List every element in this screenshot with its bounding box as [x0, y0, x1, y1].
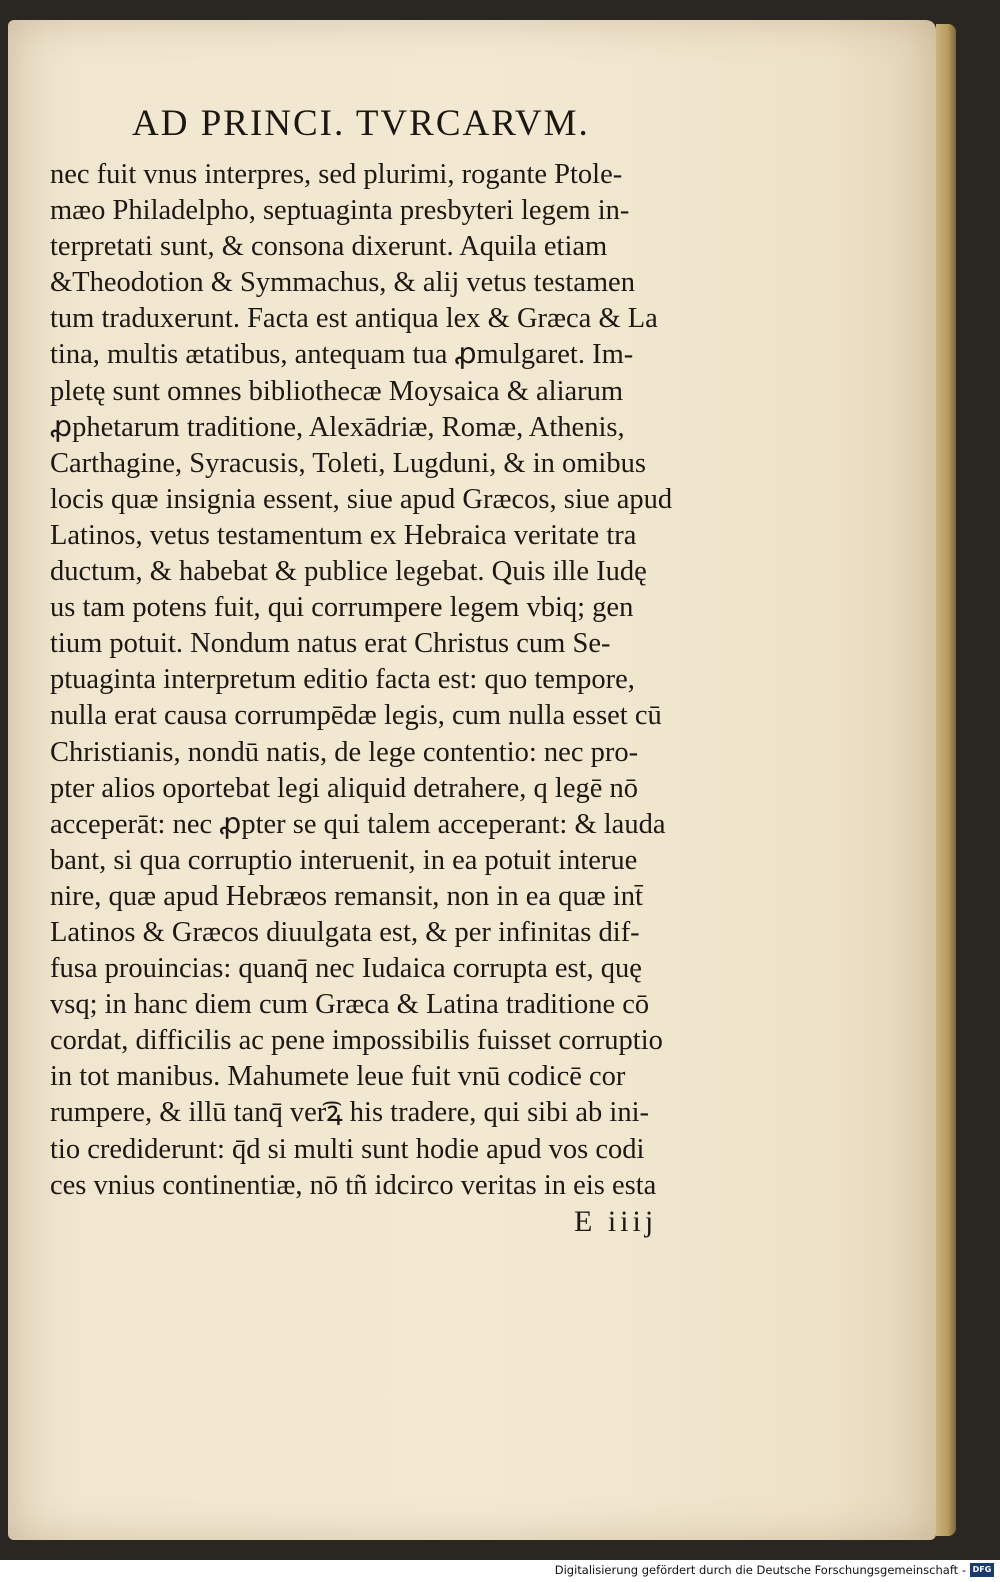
page-fore-edge	[936, 24, 956, 1536]
text-line: ces vnius continentiæ, nō tñ idcirco veritas in eis esta	[50, 1169, 657, 1201]
signature-mark: E iiij	[574, 1205, 658, 1238]
running-header: AD PRINCI. TVRCARVM.	[132, 103, 590, 144]
text-line: rumpere, & illū tanq̄ ver͡ꝝ his tradere, qui sibi ab ini-	[50, 1097, 649, 1129]
text-line: tio crediderunt: q̄d si multi sunt hodie apud vos codi	[50, 1133, 645, 1165]
text-line: tum traduxerunt. Facta est antiqua lex & Græca & La	[50, 303, 658, 335]
footer-credit: Digitalisierung gefördert durch die Deutsche Forschungsgemeinschaft -	[554, 1563, 966, 1577]
text-line: pter alios oportebat legi aliquid detrahere, q legē nō	[50, 772, 638, 804]
text-line: ptuaginta interpretum editio facta est: quo tempore,	[50, 664, 635, 696]
text-line: ꝓphetarum traditione, Alexādriæ, Romæ, Athenis,	[50, 411, 625, 443]
dfg-logo-icon: DFG	[970, 1563, 994, 1577]
text-line: nulla erat causa corrumpēdæ legis, cum nulla esset cū	[50, 700, 662, 732]
text-line: locis quæ insignia essent, siue apud Græcos, siue apud	[50, 483, 673, 515]
text-line: Latinos, vetus testamentum ex Hebraica veritate tra	[50, 519, 637, 551]
text-line: ductum, & habebat & publice legebat. Quis ille Iudę	[50, 556, 647, 588]
text-line: mæo Philadelpho, septuaginta presbyteri legem in-	[50, 195, 630, 227]
text-line: bant, si qua corruptio interuenit, in ea potuit interue	[50, 844, 638, 876]
text-line: pletę sunt omnes bibliothecæ Moysaica & aliarum	[50, 375, 624, 407]
text-line: nec fuit vnus interpres, sed plurimi, rogante Ptole-	[50, 159, 623, 190]
text-line: vsq; in hanc diem cum Græca & Latina traditione cō	[50, 989, 650, 1021]
text-line: cordat, difficilis ac pene impossibilis fuisset corruptio	[50, 1025, 663, 1057]
text-line: in tot manibus. Mahumete leue fuit vnū codicē cor	[50, 1061, 626, 1093]
text-line: acceperāt: nec ꝓpter se qui talem acceperant: & lauda	[50, 808, 666, 840]
text-line: Carthagine, Syracusis, Toleti, Lugduni, & in omibus	[50, 447, 646, 479]
text-line: &Theodotion & Symmachus, & alij vetus testamen	[50, 267, 635, 299]
text-line: Latinos & Græcos diuulgata est, & per infinitas dif-	[50, 916, 640, 948]
text-line: tium potuit. Nondum natus erat Christus cum Se-	[50, 628, 611, 660]
text-line: tina, multis ætatibus, antequam tua ꝓmulgaret. Im-	[50, 339, 634, 371]
body-text	[50, 157, 758, 1204]
text-line: terpretati sunt, & consona dixerunt. Aquila etiam	[50, 231, 608, 263]
text-line: Christianis, nondū natis, de lege contentio: nec pro-	[50, 736, 639, 768]
text-line: us tam potens fuit, qui corrumpere legem vbiq; gen	[50, 592, 634, 624]
text-line: fusa prouincias: quanq̄ nec Iudaica corrupta est, quę	[50, 953, 642, 985]
text-line: nire, quæ apud Hebræos remansit, non in ea quæ int̄	[50, 880, 643, 912]
